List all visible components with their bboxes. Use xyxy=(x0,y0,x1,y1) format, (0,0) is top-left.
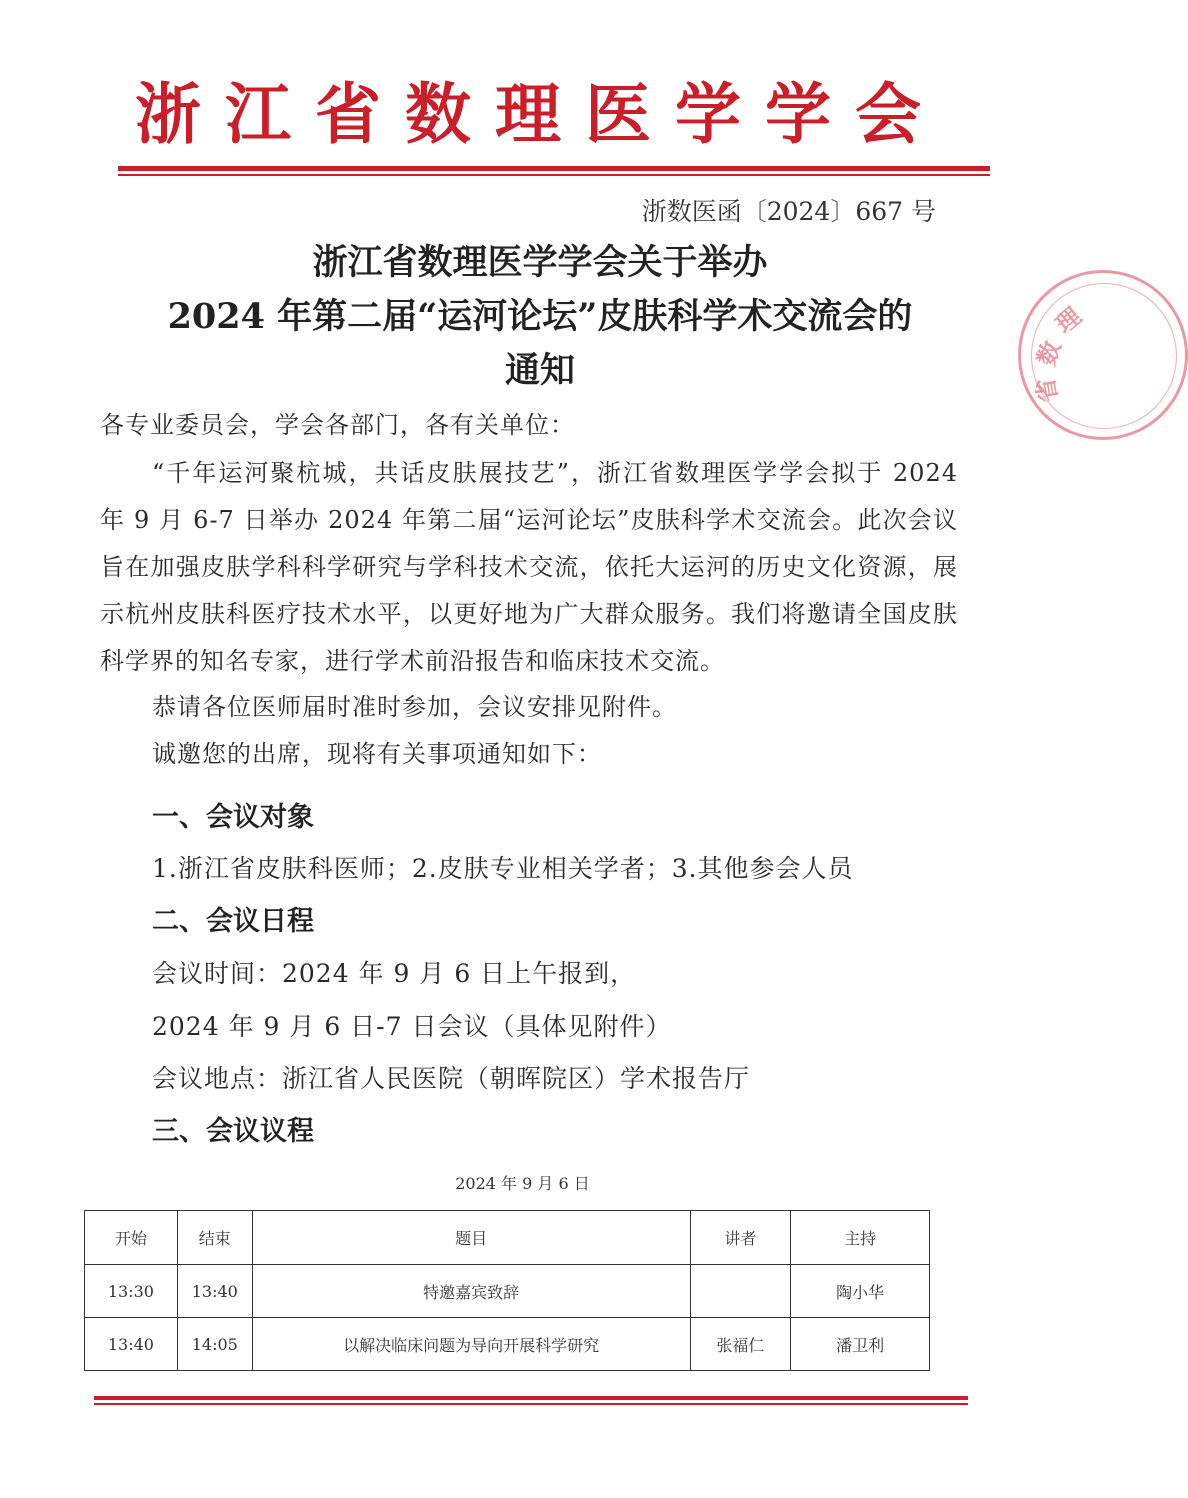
cell-start: 13:40 xyxy=(85,1318,178,1371)
salutation: 各专业委员会，学会各部门，各有关单位： xyxy=(100,411,575,439)
section-heading-schedule: 二、会议日程 xyxy=(152,906,314,937)
letterhead-rule-thick xyxy=(118,166,990,171)
cell-speaker xyxy=(690,1265,791,1318)
section-heading-attendees: 一、会议对象 xyxy=(152,802,314,833)
letterhead-title: 浙江省数理医学学会 xyxy=(135,75,945,153)
document-title xyxy=(60,236,1020,398)
meeting-venue: 会议地点：浙江省人民医院（朝晖院区）学术报告厅 xyxy=(152,1064,751,1093)
cell-host: 陶小华 xyxy=(791,1265,930,1318)
official-seal xyxy=(1018,270,1188,440)
agenda-date: 2024 年 9 月 6 日 xyxy=(455,1174,590,1193)
cell-topic: 特邀嘉宾致辞 xyxy=(252,1265,690,1318)
footer-rule-thin xyxy=(94,1403,968,1405)
cell-topic: 以解决临床问题为导向开展科学研究 xyxy=(252,1318,690,1371)
cell-end: 13:40 xyxy=(177,1265,252,1318)
cell-end: 14:05 xyxy=(177,1318,252,1371)
cell-start: 13:30 xyxy=(85,1265,178,1318)
header-end: 结束 xyxy=(177,1211,252,1265)
seal-char-2: 数 xyxy=(1031,336,1067,370)
attendees-text: 1.浙江省皮肤科医师；2.皮肤专业相关学者；3.其他参会人员 xyxy=(152,854,854,883)
footer-rule-thick xyxy=(94,1396,968,1400)
intro-paragraph: “千年运河聚杭城，共话皮肤展技艺”，浙江省数理医学学会拟于 2024 年 9 月 6-7 日举办 2024 年第二届“运河论坛”皮肤科学术交流会。此次会议旨在加强皮肤学科科学研究与学科技术交流，依托大运河的历史文化资源，展示杭州皮肤科医疗技术水平，以更好地为广大群众服务。我们将邀请全国皮肤科学界的知名专家，进行学术前沿报告和临床技术交流。 xyxy=(100,459,958,675)
table-row xyxy=(85,1318,930,1371)
section-heading-agenda: 三、会议议程 xyxy=(152,1116,314,1147)
agenda-header-row xyxy=(85,1211,930,1265)
reference-number: 浙数医函〔2024〕667 号 xyxy=(641,197,936,226)
title-line-1: 浙江省数理医学学会关于举办 xyxy=(312,242,768,283)
meeting-time-line-2: 2024 年 9 月 6 日-7 日会议（具体见附件） xyxy=(152,1012,672,1041)
meeting-time-line-1: 会议时间：2024 年 9 月 6 日上午报到， xyxy=(152,959,637,988)
header-topic: 题目 xyxy=(252,1211,690,1265)
agenda-table xyxy=(84,1210,930,1371)
header-host: 主持 xyxy=(791,1211,930,1265)
table-row xyxy=(85,1265,930,1318)
header-start: 开始 xyxy=(85,1211,178,1265)
cell-speaker: 张福仁 xyxy=(690,1318,791,1371)
title-line-3: 通知 xyxy=(504,350,575,391)
notice-paragraph: 诚邀您的出席，现将有关事项通知如下： xyxy=(152,740,602,768)
seal-char-3: 省 xyxy=(1030,375,1064,405)
invite-paragraph: 恭请各位医师届时准时参加，会议安排见附件。 xyxy=(152,693,677,721)
title-line-2: 2024 年第二届“运河论坛”皮肤科学术交流会的 xyxy=(167,296,913,337)
header-speaker: 讲者 xyxy=(690,1211,791,1265)
cell-host: 潘卫利 xyxy=(791,1318,930,1371)
letterhead-rule-thin xyxy=(118,174,990,176)
seal-char-1: 理 xyxy=(1049,301,1087,339)
